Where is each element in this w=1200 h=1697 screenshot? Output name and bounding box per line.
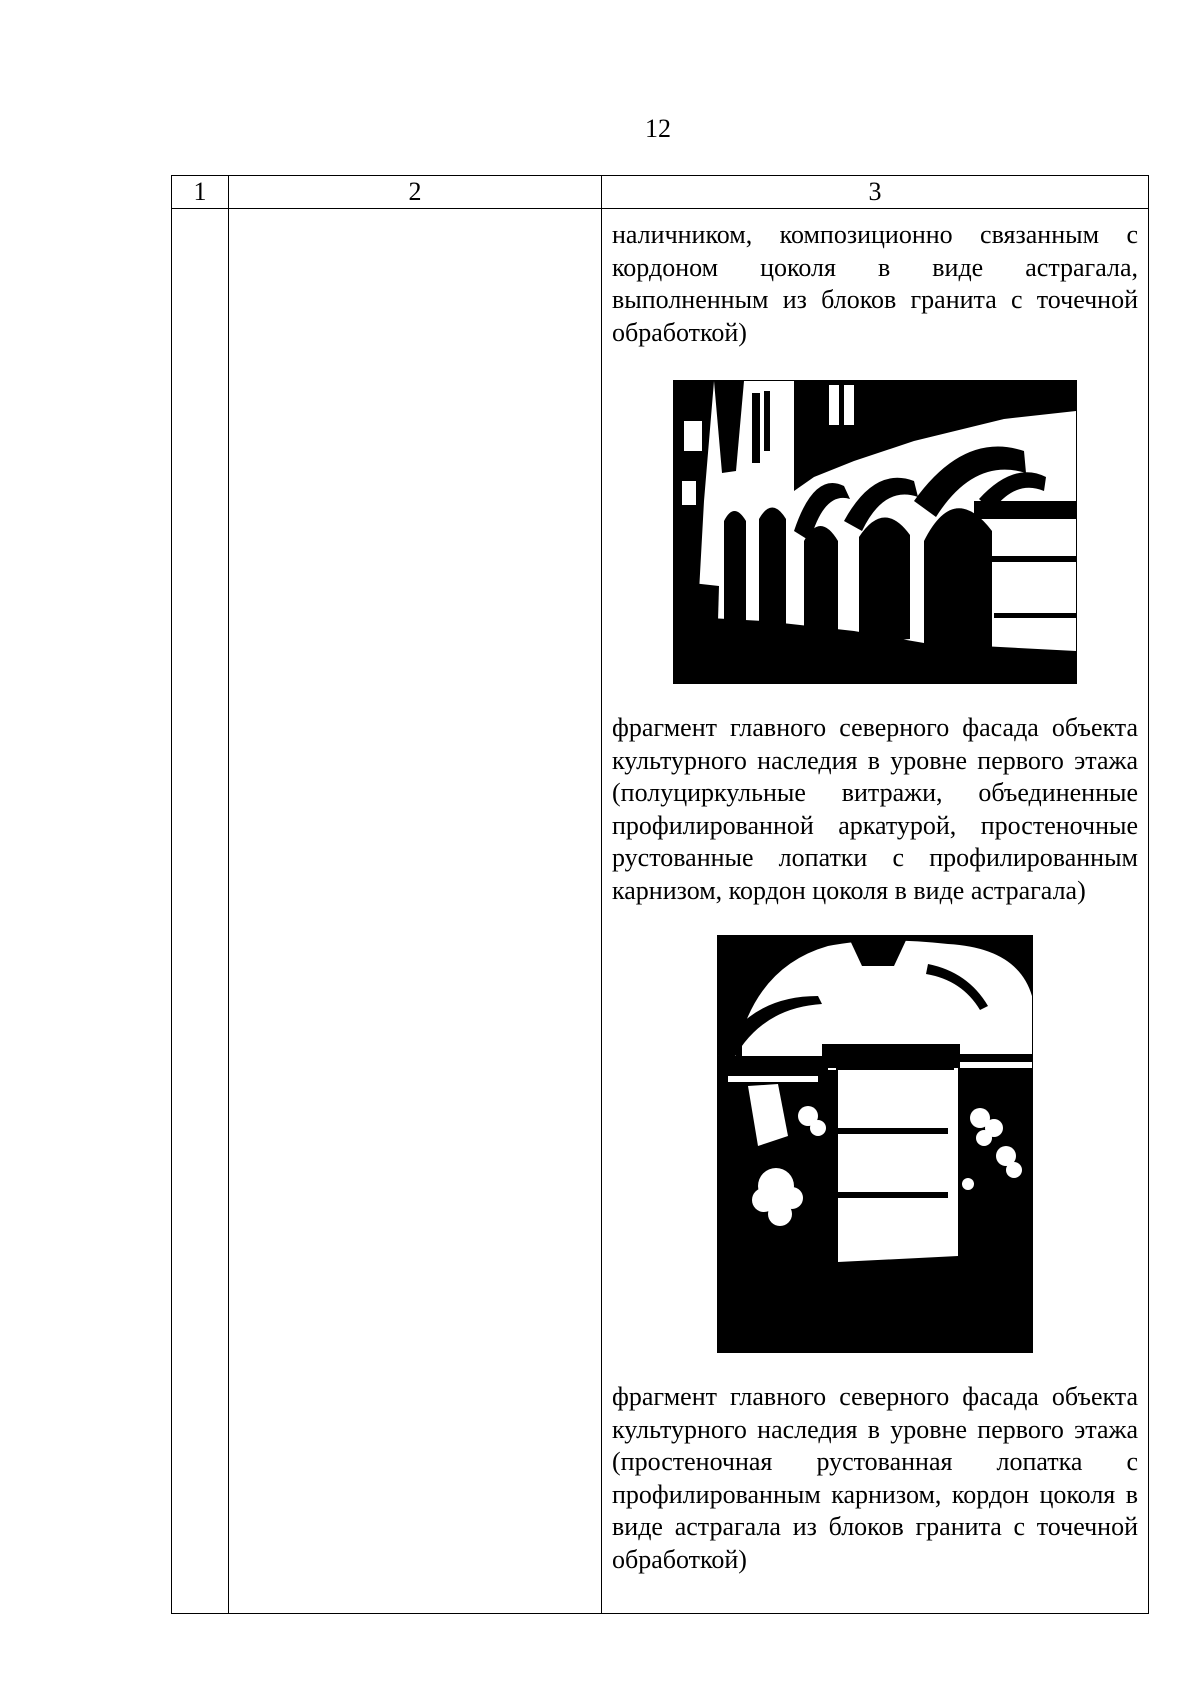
table-cell-col2: [229, 209, 602, 1614]
table-cell-col3: [602, 209, 1149, 1614]
table-row: [172, 209, 1149, 1614]
table-cell-col1: [172, 209, 229, 1614]
description-paragraph-1: наличником, композиционно связанным с кордоном цоколя в виде астрагала, выполненным из блоков гранита с точечной обработкой): [612, 220, 1138, 347]
arched-facade-photo: [673, 380, 1077, 684]
document-table: [171, 175, 1149, 1614]
page-number: 12: [645, 114, 671, 143]
table-header-row: [172, 176, 1149, 209]
description-paragraph-3: фрагмент главного северного фасада объекта культурного наследия в уровне первого этажа (простеночная рустованная лопатка с профилированным карнизом, кордон цоколя в виде астрагала из блоков гранита с точечной обработкой): [612, 1382, 1138, 1574]
header-cell-3: 3: [602, 176, 1149, 209]
pilaster-facade-photo: [717, 935, 1033, 1353]
header-cell-1: 1: [172, 176, 229, 209]
description-paragraph-2: фрагмент главного северного фасада объекта культурного наследия в уровне первого этажа (полуциркульные витражи, объединенные профилированной аркатурой, простеночные рустованные лопатки с профилированным карнизом, кордон цоколя в виде астрагала): [612, 713, 1138, 905]
header-cell-2: 2: [229, 176, 602, 209]
